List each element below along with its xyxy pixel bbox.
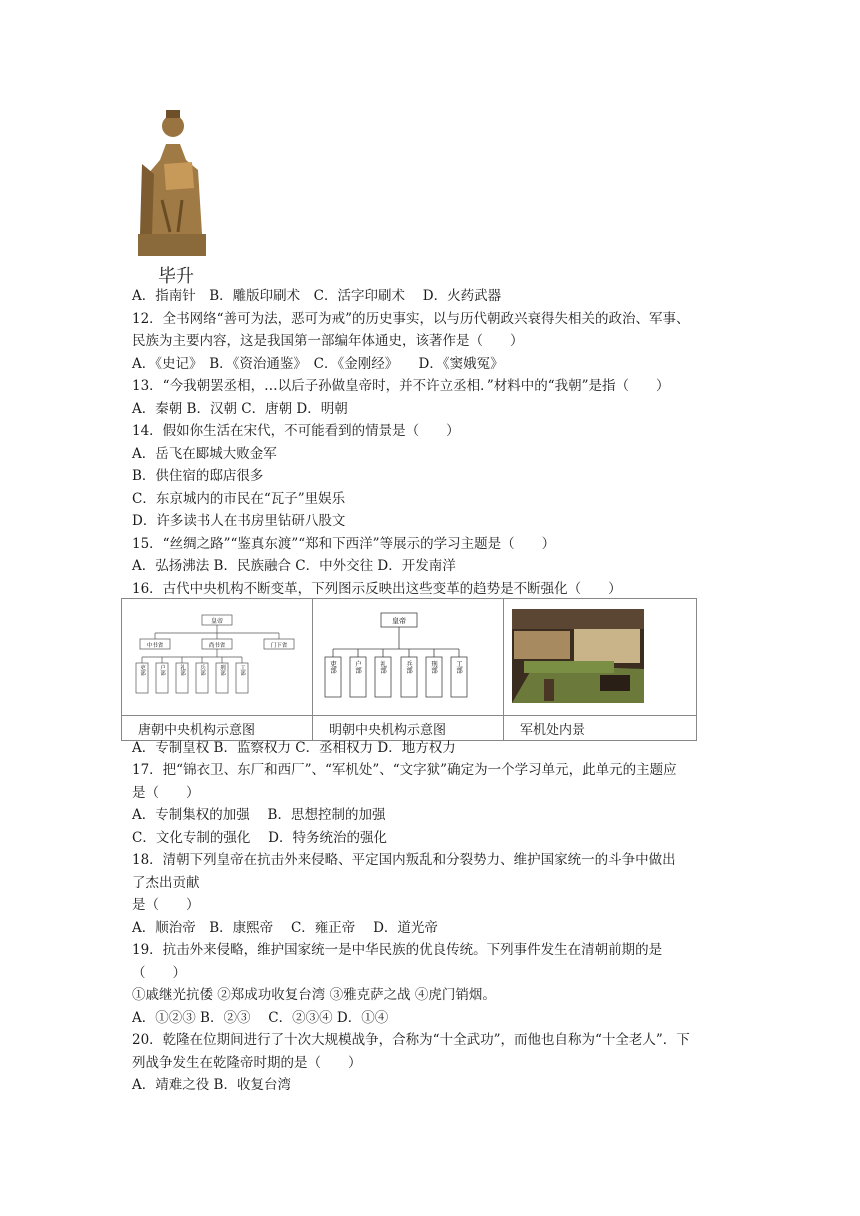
q18-stem-line1: 18．清朝下列皇帝在抗击外来侵略、平定国内叛乱和分裂势力、维护国家统一的斗争中做出 — [132, 852, 676, 868]
q18-options: A．顺治帝 B．康熙帝 C．雍正帝 D．道光帝 — [132, 920, 438, 936]
q14-option-a: A．岳飞在郾城大败金军 — [132, 446, 277, 462]
tang-caption: 唐朝中央机构示意图 — [122, 716, 313, 741]
ming-caption: 明朝中央机构示意图 — [313, 716, 504, 741]
tang-ministry-label: 刑部 — [219, 664, 225, 676]
tang-ministry-label: 兵部 — [199, 664, 205, 676]
tang-ministry-label: 户部 — [159, 664, 165, 676]
q11-options: A．指南针 B．雕版印刷术 C．活字印刷术 D．火药武器 — [132, 288, 502, 304]
figure-caption: 毕升 — [158, 266, 194, 287]
q17-stem-line1: 17．把“锦衣卫、东厂和西厂”、“军机处”、“文字狱”确定为一个学习单元，此单元的主题应 — [132, 762, 677, 778]
q14-option-c: C．东京城内的市民在“瓦子”里娱乐 — [132, 491, 346, 507]
q17-stem-line2: 是（ ） — [132, 785, 200, 801]
q18-stem-line2: 了杰出贡献 — [132, 875, 200, 891]
bi-sheng-statue-image — [134, 104, 210, 256]
tang-top-label: 皇帝 — [210, 618, 224, 625]
ming-chart-cell — [313, 599, 504, 716]
junjichu-interior-photo — [504, 599, 696, 711]
q14-option-b: B．供住宿的邸店很多 — [132, 468, 264, 484]
q19-items: ①戚继光抗倭 ②郑成功收复台湾 ③雅克萨之战 ④虎门销烟。 — [132, 987, 496, 1003]
q14-stem: 14．假如你生活在宋代，不可能看到的情景是（ ） — [132, 423, 460, 439]
q19-options: A．①②③ B．②③ C．②③④ D．①④ — [132, 1010, 389, 1026]
q14-option-d: D．许多读书人在书房里钻研八股文 — [132, 513, 346, 529]
tang-ministry-label: 吏部 — [139, 664, 145, 676]
q18-stem-line3: 是（ ） — [132, 897, 200, 913]
ming-ministry-label: 工部 — [455, 660, 463, 674]
central-government-figure-table — [121, 598, 697, 741]
junjichu-caption: 军机处内景 — [504, 716, 697, 741]
q12-stem-line2: 民族为主要内容，这是我国第一部编年体通史，该著作是（ ） — [132, 333, 524, 349]
tang-mid-label: 尚书省 — [208, 643, 226, 649]
ming-ministry-label: 吏部 — [329, 660, 337, 674]
q20-stem-line1: 20．乾隆在位期间进行了十次大规模战争，合称为“十全武功”，而他也自称为“十全老人”．下 — [132, 1032, 690, 1048]
q13-options: A．秦朝 B．汉朝 C．唐朝 D．明朝 — [132, 401, 348, 417]
q17-options-cd: C．文化专制的强化 D．特务统治的强化 — [132, 830, 387, 846]
q15-stem: 15．“丝绸之路”“鉴真东渡”“郑和下西洋”等展示的学习主题是（ ） — [132, 536, 556, 552]
q16-stem: 16．古代中央机构不断变革，下列图示反映出这些变革的趋势是不断强化（ ） — [132, 581, 622, 597]
q12-options: A．《史记》 B．《资治通鉴》 C．《金刚经》 D．《窦娥冤》 — [132, 356, 504, 372]
ming-ministry-label: 户部 — [354, 660, 362, 674]
ming-top-label: 皇帝 — [392, 617, 406, 625]
q16-options: A．专制皇权 B．监察权力 C．丞相权力 D．地方权力 — [132, 740, 456, 756]
ming-ministry-label: 礼部 — [379, 660, 387, 674]
q19-stem-line2: （ ） — [132, 965, 186, 981]
q12-stem-line1: 12．全书网络“善可为法，恶可为戒”的历史事实，以与历代朝政兴衰得失相关的政治、军事、 — [132, 311, 690, 327]
tang-chart-cell — [122, 599, 313, 716]
tang-mid-label: 门下省 — [270, 643, 288, 649]
tang-ministry-label: 礼部 — [179, 664, 185, 676]
q13-stem: 13．“今我朝罢丞相，…以后子孙做皇帝时，并不许立丞相．”材料中的“我朝”是指（ ） — [132, 378, 670, 394]
q20-stem-line2: 列战争发生在乾隆帝时期的是（ ） — [132, 1055, 362, 1071]
tang-org-chart — [122, 599, 312, 711]
ming-org-chart — [313, 599, 503, 711]
q17-options-ab: A．专制集权的加强 B．思想控制的加强 — [132, 807, 386, 823]
tang-ministry-label: 工部 — [239, 664, 245, 676]
tang-mid-label: 中书省 — [146, 643, 164, 649]
ming-ministry-label: 刑部 — [430, 660, 438, 674]
q20-options: A．靖难之役 B．收复台湾 — [132, 1077, 291, 1093]
q15-options: A．弘扬沸法 B．民族融合 C．中外交往 D．开发南洋 — [132, 558, 456, 574]
ming-ministry-label: 兵部 — [405, 660, 413, 674]
junjichu-photo-cell — [504, 599, 697, 716]
q19-stem-line1: 19．抗击外来侵略，维护国家统一是中华民族的优良传统。下列事件发生在清朝前期的是 — [132, 942, 663, 958]
